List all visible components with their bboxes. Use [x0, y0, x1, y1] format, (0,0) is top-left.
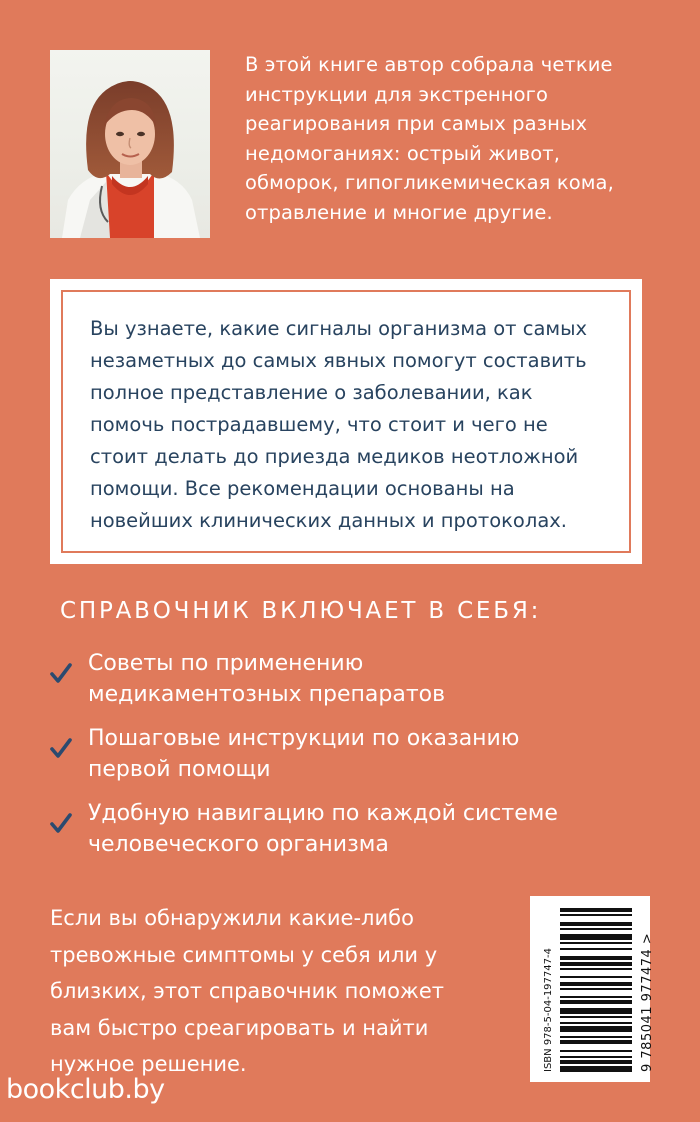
watermark: bookclub.by [6, 1074, 165, 1105]
barcode-bar [560, 1016, 632, 1018]
intro-line: отравление и многие другие. [245, 200, 553, 224]
features-title: СПРАВОЧНИК ВКЛЮЧАЕТ В СЕБЯ: [60, 598, 542, 624]
intro-line: недомоганиях: острый живот, [245, 141, 561, 165]
barcode-bar [560, 934, 632, 940]
barcode-bar [560, 928, 632, 930]
checkmark-icon [50, 812, 72, 834]
feature-text-line2: человеческого организма [88, 832, 389, 857]
barcode-bar [560, 956, 632, 960]
intro-line: В этой книге автор собрала четкие [245, 53, 613, 76]
outro-line: вам быстро среагировать и найти [50, 1015, 429, 1040]
barcode-bar [560, 908, 632, 912]
highlight-line: новейших клинических данных и протоколах. [90, 509, 568, 532]
barcode-bar [560, 914, 632, 916]
barcode-bar [560, 968, 632, 970]
highlight-line: помощи. Все рекомендации основаны на [90, 477, 515, 500]
highlight-frame [61, 290, 631, 553]
highlight-line: незаметных до самых явных помогут составить [90, 349, 587, 372]
barcode-bar [560, 1036, 632, 1038]
feature-text-line2: первой помощи [88, 757, 271, 782]
barcode-bar [560, 1000, 632, 1004]
outro-line: нужное решение. [50, 1052, 247, 1076]
barcode-bar [560, 948, 632, 950]
feature-text-line1: Пошаговые инструкции по оказанию [88, 726, 520, 751]
barcode-bar [560, 982, 632, 986]
author-photo [50, 50, 210, 238]
checkmark-icon [50, 737, 72, 759]
highlight-box [50, 279, 642, 564]
highlight-line: Вы узнаете, какие сигналы организма от самых [90, 317, 588, 340]
highlight-line: полное представление о заболевании, как [90, 381, 533, 404]
barcode-bar [560, 1060, 632, 1064]
barcode-digits: 9 785041 977474 > [640, 932, 655, 1072]
intro-text [245, 50, 665, 227]
intro-line: реагирования при самых разных [245, 112, 588, 135]
features-list [50, 648, 670, 873]
highlight-line: помочь пострадавшему, что стоит и чего не [90, 413, 548, 436]
feature-text-line2: медикаментозных препаратов [88, 682, 446, 707]
intro-line: инструкции для экстренного [245, 82, 549, 106]
feature-text-line1: Удобную навигацию по каждой системе [88, 801, 558, 826]
barcode-bar [560, 988, 632, 990]
feature-text-line1: Советы по применению [88, 651, 364, 676]
barcode-bar [560, 922, 632, 926]
feature-item [50, 798, 670, 860]
barcode-bar [560, 1056, 632, 1058]
barcode-bar [560, 1008, 632, 1014]
barcode-bar [560, 942, 632, 944]
outro-line: Если вы обнаружили какие-либо [50, 906, 414, 930]
barcode-bar [560, 1026, 632, 1032]
barcode-bar [560, 976, 632, 978]
isbn-text: ISBN 978-5-04-197747-4 [543, 948, 554, 1072]
barcode-bar [560, 1040, 632, 1044]
barcode-bar [560, 1022, 632, 1024]
barcode-bar [560, 1066, 632, 1072]
outro-text [50, 900, 515, 1083]
barcode-bar [560, 996, 632, 998]
outro-line: близких, этот справочник поможет [50, 979, 444, 1003]
barcode-bar [560, 1050, 632, 1052]
outro-line: тревожные симптомы у себя или у [50, 942, 438, 967]
intro-line: обморок, гипогликемическая кома, [245, 171, 614, 194]
feature-item [50, 648, 670, 710]
feature-item [50, 723, 670, 785]
barcode-bar [560, 962, 632, 966]
highlight-line: стоит делать до приезда медиков неотложной [90, 445, 579, 468]
checkmark-icon [50, 662, 72, 684]
